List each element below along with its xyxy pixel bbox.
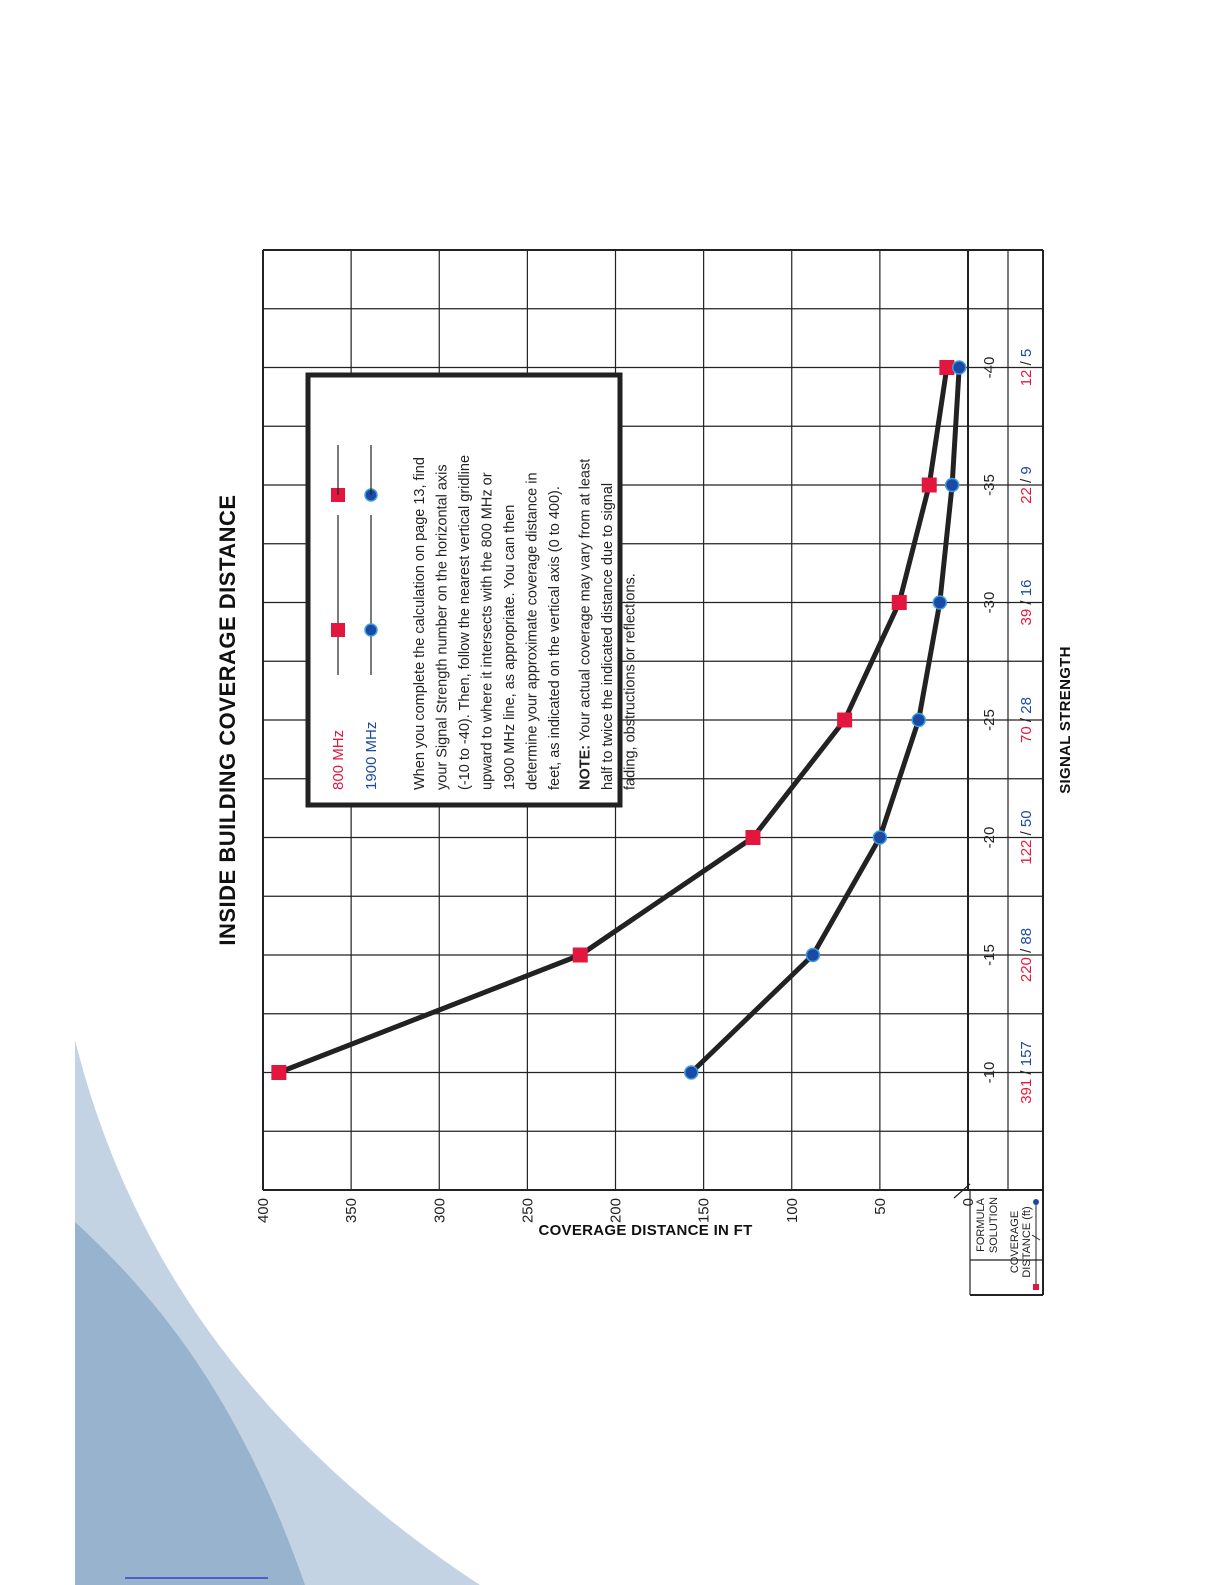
legend-note-line: your Signal Strength number on the horizontal axis (434, 464, 451, 790)
solution-separator: / (1018, 596, 1035, 609)
data-point-800mhz (573, 948, 588, 963)
note2-text: Your actual coverage may vary from at least (577, 458, 594, 745)
legend-box (308, 375, 639, 805)
x-tick-label: -35 (981, 474, 998, 496)
solution-800mhz: 12 (1018, 369, 1035, 387)
x-tick-label: -20 (981, 826, 998, 849)
solution-800mhz: 220 (1018, 957, 1035, 983)
solution-800mhz: 391 (1018, 1078, 1035, 1104)
solution-separator: / (1018, 827, 1035, 840)
solution-1900mhz: 28 (1018, 697, 1035, 714)
formula-solution-cell (1018, 697, 1035, 743)
table-row-label-solution: SOLUTION (988, 1196, 1000, 1254)
table-row-label-formula: FORMULA (975, 1198, 987, 1252)
solution-800mhz: 22 (1018, 487, 1035, 504)
solution-1900mhz: 16 (1018, 579, 1035, 597)
y-axis-title: COVERAGE DISTANCE IN FT (538, 1222, 753, 1239)
legend-marker-circle (365, 624, 377, 636)
legend-note-line: When you complete the calculation on page 13, find (412, 457, 428, 790)
data-point-800mhz (892, 595, 907, 610)
solution-separator: / (1018, 713, 1035, 727)
solution-800mhz: 39 (1018, 608, 1035, 626)
data-point-800mhz (922, 478, 937, 493)
y-tick-label: 150 (695, 1198, 713, 1224)
formula-solution-cell (1018, 1041, 1035, 1104)
formula-solution-cell (1018, 928, 1035, 982)
y-tick-label: 50 (871, 1198, 889, 1215)
data-point-1900mhz (946, 479, 959, 492)
solution-800mhz: 70 (1018, 726, 1035, 743)
table-row-label-distance: DISTANCE (ft) (1021, 1206, 1033, 1278)
solution-separator: / (1018, 357, 1035, 370)
y-tick-label: 250 (519, 1198, 537, 1224)
y-tick-label: 200 (607, 1198, 625, 1224)
chart-title: INSIDE BUILDING COVERAGE DISTANCE (215, 494, 240, 946)
formula-solution-cell (1018, 810, 1035, 864)
data-point-800mhz (837, 713, 852, 728)
data-point-1900mhz (806, 949, 819, 962)
formula-solution-cell (1018, 466, 1035, 504)
x-tick-label: -30 (981, 591, 998, 614)
solution-separator: / (1018, 944, 1035, 958)
mini-legend-square (1033, 1284, 1039, 1290)
legend-label-1900mhz: 1900 MHz (363, 721, 380, 790)
solution-1900mhz: 50 (1018, 810, 1035, 828)
x-tick-label: -15 (981, 944, 998, 966)
data-point-800mhz (745, 830, 760, 845)
legend-note2-line: fading, obstructions or reflections. (622, 573, 639, 790)
formula-solution-cell (1018, 349, 1035, 387)
y-tick-label: 100 (783, 1198, 801, 1224)
data-point-1900mhz (873, 831, 886, 844)
solution-1900mhz: 9 (1018, 466, 1035, 475)
y-tick-label: 300 (431, 1198, 449, 1224)
x-tick-label: -40 (981, 356, 998, 379)
legend-marker-square (331, 623, 345, 637)
legend-note2-line (578, 459, 594, 790)
solution-1900mhz: 88 (1018, 927, 1035, 945)
solution-1900mhz: 157 (1018, 1041, 1035, 1067)
note-bold-label: NOTE: (577, 744, 594, 790)
legend-note-line: determine your approximate coverage distance in (524, 472, 541, 790)
data-point-800mhz (271, 1065, 286, 1080)
data-point-1900mhz (685, 1066, 698, 1079)
rotated-chart-group (215, 250, 1074, 1295)
solution-separator: / (1018, 474, 1035, 488)
legend-label-800mhz: 800 MHz (330, 729, 347, 790)
solution-separator: / (1018, 1066, 1035, 1079)
y-tick-label: 400 (255, 1198, 272, 1224)
legend-note-line: 1900 MHz line, as appropriate. You can then (502, 504, 518, 790)
x-tick-label: -10 (981, 1061, 998, 1084)
y-tick-label: 0 (960, 1198, 977, 1207)
legend-note2-line: half to twice the indicated distance due to signal (600, 482, 616, 790)
data-point-1900mhz (953, 361, 966, 374)
formula-solution-cell (1018, 580, 1035, 626)
x-axis-title: SIGNAL STRENGTH (1057, 646, 1074, 794)
y-tick-label: 350 (343, 1198, 361, 1224)
table-row-label-coverage: COVERAGE (1009, 1210, 1021, 1274)
legend-note-line: feet, as indicated on the vertical axis (0 to 400). (547, 486, 563, 790)
solution-800mhz: 122 (1018, 839, 1035, 865)
x-tick-label: -25 (981, 709, 998, 731)
data-point-1900mhz (933, 596, 946, 609)
legend-note-line: (-10 to -40). Then, follow the nearest vertical gridline (457, 454, 473, 790)
data-point-1900mhz (912, 714, 925, 727)
solution-1900mhz: 5 (1018, 348, 1035, 358)
legend-note-line: upward to where it intersects with the 800 MHz or (479, 472, 496, 790)
mini-legend-circle (1033, 1199, 1039, 1205)
